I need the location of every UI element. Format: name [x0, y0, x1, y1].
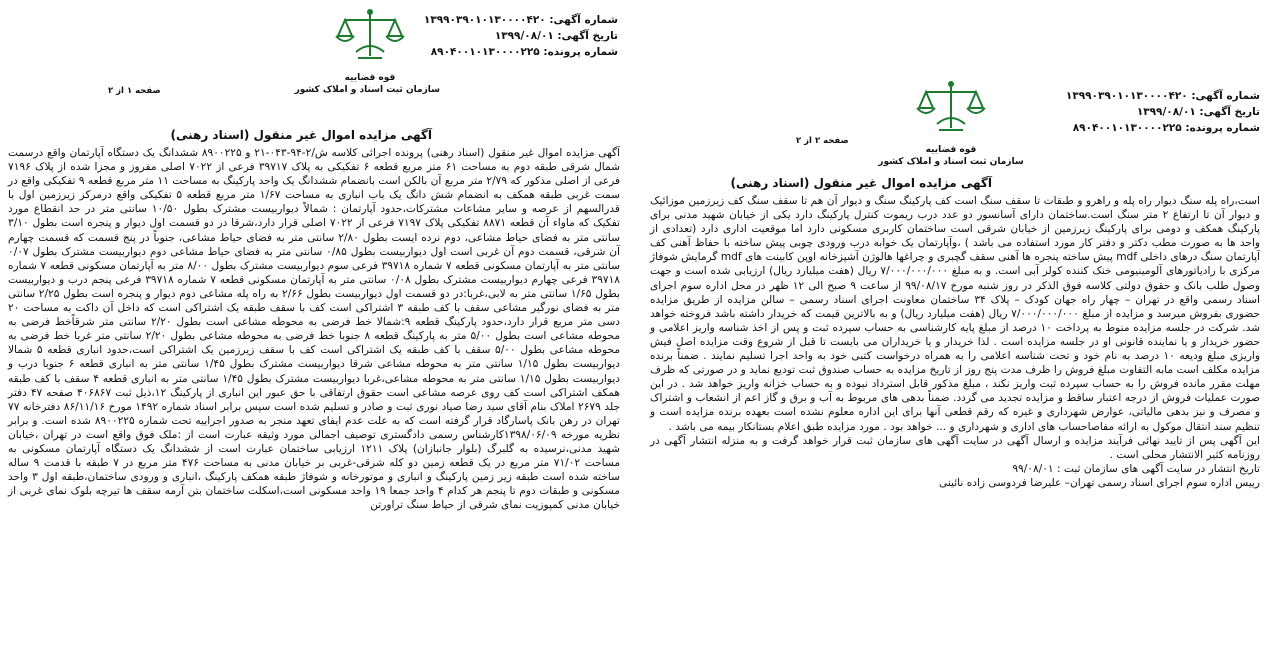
- notice-number: شماره آگهی: ۱۳۹۹۰۳۹۰۱۰۱۳۰۰۰۰۴۲۰: [423, 14, 618, 26]
- notice-meta: [1066, 88, 1260, 136]
- notice-date: تاریخ آگهی: ۱۳۹۹/۰۸/۰۱: [1136, 106, 1260, 118]
- notice-page-2: [646, 0, 1282, 658]
- emblem-org: قوه قضاییه: [344, 73, 396, 83]
- emblem-agency: سازمان ثبت اسناد و املاک کشور: [878, 157, 1024, 167]
- signature-line: رییس اداره سوم اجرای اسناد رسمی تهران– علیرضا فردوسی زاده نائینی: [938, 476, 1260, 489]
- notice-body-text: است،راه پله سنگ دیوار راه پله و راهرو و طبقات تا سقف سنگ است کف پارکینگ سنگ و دیوار آن هم تا سقف سنگ کف زیرزمین موزائیک و دیوار آن تا ارتفاع ۲ متر سنگ است.ساختمان دارای آسانسور دو عدد درب ریموت کنترل پارکینگ دارد یکی از خیابان شهید مدنی برای پارکینگ همکف و دومی برای پارکینگ زیرزمین از خیابان شرقی است ساختمان کاربری مسکونی دارد اما موقعیت اداری دارد (تعدادی از واحد ها به صورت مطب دکتر و دفتر کار مورد استفاده می باشد ) ،وآپارتمان یک خوابه درب ورودی چوبی پیش ساخته با حفاظ آهنی کف آپارتمان سنگ درهای داخلی mdf پیش ساخته پنجره ها آهنی سقف گچبری و چراغها هالوژن آشپزخانه اوپن کابینت های mdf گرمایش شوفاژ مرکزی با رادیاتورهای آلومینیومی خنک کننده کولر آبی است. و به مبلغ ۷/۰۰۰/۰۰۰/۰۰۰ ریال (هفت میلیارد ریال) ارزیابی شده است و جهت وصول طلب بانک و حقوق دولتی کلاسه فوق الذکر در روز شنبه مورخ ۹۹/۰۸/۱۷ از ساعت ۹ صبح الی ۱۲ ظهر در محل اداره سوم اجرای اسناد رسمی واقع در تهران – چهار راه جهان کودک – پلاک ۳۴ ساختمان معاونت اجرای اسناد رسمی – سالن مزایده از طریق مزایده حضوری بفروش میرسد و مزایده از مبلغ ۷/۰۰۰/۰۰۰/۰۰۰ ریال (هفت میلیارد ریال) و به بالاترین قیمت که خریدار داشته باشد فروخته خواهد شد. شرکت در جلسه مزایده منوط به پرداخت ۱۰ درصد از مبلغ پایه کارشناسی به حساب سپرده ثبت و پس از اخذ شناسه واریز اعلامی و حضور خریدار و یا نماینده قانونی او در جلسه مزایده است . لذا خریدار و یا خریداران می بایست تا قبل از شروع وقت مزایده اصل فیش واریزی مبلغ ودیعه ۱۰ درصد به نام خود و تحت شناسه اعلامی را به همراه درخواست کتبی خود به واحد اجرا تسلیم نمایند . ضمناً برنده مزایده مکلف است مابه التفاوت مبلغ فروش را ظرف مدت پنج روز از تاریخ مزایده به حساب صندوق ثبت تودیع نماید و در صورتی که ظرف مهلت مقرر مانده فروش را به حساب سپرده ثبت واریز نکند ، مبلغ مذکور قابل استرداد نبوده و به حساب خزانه واریز خواهد شد . در این صورت عملیات فروش از درجه اعتبار ساقط و مزایده تجدید می گردد. ضمناً بدهی های مربوط به آب و برق و گاز اعم از انشعاب و اشتراک و مصرف و نیز بدهی مالیاتی، عوارض شهرداری و غیره که رقم قطعی آنها برای این اداره معلوم نشده است بعهده برنده مزایده است و تنظیم سند انتقال موکول به ارائه مفاصاحساب های اداری و شهرداری و ... خواهد بود . مورد مزایده طبق اعلام بستانکار بیمه می باشد . این آگهی پس از تایید نهائی فرآیند مزایده و ارسال آگهی در سایت آگهی های سازمان ثبت قرار خواهد گرفت و به منزله انتشار آگهی در روزنامه کثیر الانتشار محلی است . تاریخ انتشار در سایت آگهی های سازمان ثبت : ۹۹/۰۸/۰۱: [650, 195, 1261, 475]
- judiciary-emblem: [294, 6, 440, 96]
- notice-title: آگهی مزایده اموال غیر منقول (اسناد رهنی): [730, 176, 992, 190]
- case-number: شماره پرونده: ۸۹۰۴۰۰۱۰۱۳۰۰۰۰۲۲۵: [430, 46, 618, 58]
- notice-number: شماره آگهی: ۱۳۹۹۰۳۹۰۱۰۱۳۰۰۰۰۴۲۰: [1065, 90, 1260, 102]
- notice-date: تاریخ آگهی: ۱۳۹۹/۰۸/۰۱: [494, 30, 618, 42]
- notice-page-1: [0, 0, 632, 658]
- emblem-agency: سازمان ثبت اسناد و املاک کشور: [294, 85, 440, 95]
- notice-body-text: آگهی مزایده اموال غیر منقول (اسناد رهنی) پرونده اجرائی کلاسه ش/۲-۹۴-۰۴۳-۲۱ و ۸۹۰۰۲۲۵ ششدانگ یک دستگاه آپارتمان واقع درسمت شمال شرقی طبقه دوم به مساحت ۶۱ متر مربع قطعه ۶ تفکیکی به پلاک ۳۹۷۱۷ فرعی از ۷۰۲۲ اصلی مفروز و مجزا شده از پلاک ۷۱۹۶ فرعی از اصلی مذکور که ۲/۷۹ متر مربع آن بالکن است بانضمام ششدانگ یک واحد پارکینگ به مساحت ۱۱ متر مربع قطعه ۹ تفکیکی واقع در سمت غربی طبقه همکف به انضمام شش دانگ یک باب انباری به مساحت ۱/۶۷ متر مربع قطعه ۵ تفکیکی واقع درمرکز زیرزمین اول با قدرالسهم از عرصه و سایر مشاعات مشترکات،حدود آپارتمان : شمالاً دیواربیست مشترک بطول ۱۰/۵۰ سانتی متر در حد انقطاع مورد تفکیک که ماواء آن قطعه ۸۸۷۱ تفکیکی پلاک ۷۱۹۷ فرعی از ۷۰۲۲ اصلی قرار دارد،شرقا در دو قسمت اول دیوار و پنجره است بطول ۳/۱۰ سانتی متر به فضای حیاط مشاعی، دوم نرده ایست بطول ۲/۸۰ سانتی متر به فضای حیاط مشاعی، جنوباً در پنج قسمت که قسمت چهارم آن شرقی، قسمت دوم آن غربی است اول دیواربیست بطول ۰/۸۵ سانتی متر به فضای حیاط مشاعی دوم دیواربیست مشترک بطول ۰/۰۷ سانتی متر به آپارتمان مسکونی قطعه ۷ شماره ۳۹۷۱۸ فرعی سوم دیواربیست مشترک بطول ۸/۰۰ متر به آپارتمان مسکونی قطعه ۷ شماره ۳۹۷۱۸ فرعی چهارم دیواربیست مشترک بطول ۰/۰۸ سانتی متر به آپارتمان مسکونی قطعه ۷ شماره ۳۹۷۱۸ فرعی پنجم درب و دیواربیست بطول ۱/۶۵ سانتی متر به لابی،غربا:در دو قسمت اول دیواربیست بطول ۲/۶۶ به راه پله مشاعی دوم دیوار و پنجره است بطول ۲/۲۵ سانتی متر به فضای نورگیر مشاعی سقف با کف طبقه ۳ اشتراکی است کف با سقف طبقه یک اشتراکی است که داخل آن داکت به مساحت ۲۰ دسی متر مربع قرار دارد،حدود پارکینگ قطعه ۹:شمالا خط فرضی به محوطه مشاعی است بطول ۲/۲۰ سانتی متر شرقاًخط فرضی به محوطه مشاعی است بطول ۵/۰۰ متر به پارکینگ قطعه ۸ جنوبا خط فرضی به محوطه مشاعی بطول ۲/۲۰ سانتی متر غربا خط فرضی به محوطه مشاعی بطول ۵/۰۰ سقف با کف طبقه یک اشتراکی است کف با سقف زیرزمین یک اشتراکی است،حدود انباری قطعه ۵ شمالا دیواربیست بطول ۱/۱۵ سانتی متر به محوطه مشاعی شرقا دیواربیست مشترک بطول ۱/۴۵ سانتی متر به انباری قطعه ۶ جنوبا درب و دیواربیست بطول ۱/۱۵ سانتی متر به محوطه مشاعی،غربا دیواربیست مشترک بطول ۱/۴۵ سانتی متر به انباری قطعه ۴ سقف با کف طبقه همکف اشتراکی است کف روی عرصه مشاعی است حقوق ارتفاقی با حق عبور این انباری از پارکینگ ۱۲،ذیل ثبت ۴۰۶۸۶۷ صفحه ۴۷ دفتر جلد ۲۶۷۹ املاک بنام آقای سید رضا صیاد نوری ثبت و صادر و تسلیم شده است سپس برابر اسناد شماره ۱۴۹۲ مورخ ۸۶/۱۱/۱۶ دفترخانه ۷۷ تهران در رهن بانک پاسارگاد قرار گرفته است که به علت عدم ایفای تعهد منجر به صدور اجراییه تحت شماره ۸۹۰۰۲۲۵ شده است. و برابر نظریه مورخه ۱۳۹۸/۰۶/۰۹کارشناس رسمی دادگستری توصیف اجمالی مورد وثیقه عبارت است از :ملک فوق واقع است در تهران ،خیابان شهید مدنی،نرسیده به گلبرگ (بلوار جانبازان) پلاک ۱۲۱۱ ارزیابی ساختمان عبارت است از ششدانگ یک دستگاه آپارتمان مسکونی به مساحت ۷۱/۰۲ متر مربع در یک قطعه زمین دو کله شرقی-غربی بر خیابان مدنی به مساحت ۴۷۶ متر مربع در ۷ طبقه با قدمت ۹ ساله ساخته شده است طبقه زیر زمین پارکینگ و انباری و موتورخانه و شوفاژ طبقه همکف پارکینگ ،انباری و ورودی ساختمان،طبقه اول ۳ واحد مسکونی و طبقات دوم تا پنجم هر کدام ۴ واحد جمعا ۱۹ واحد مسکونی است،اسکلت ساختمان بتن آرمه سقف ها تیرچه بلوک نمای غربی از خیابان مدنی کمپوزیت نمای شرقی از حیاط سنگ تراورتن: [8, 147, 621, 512]
- notice-meta: [424, 12, 618, 60]
- notice-title: آگهی مزایده اموال غیر منقول (اسناد رهنی): [170, 128, 432, 142]
- page-number: صفحه ۱ از ۲: [108, 86, 161, 96]
- notice-body: [8, 146, 620, 512]
- page-number: صفحه ۲ از ۲: [796, 136, 849, 146]
- scales-of-justice-icon: [871, 78, 1031, 140]
- judiciary-emblem: [871, 78, 1031, 168]
- notice-body: [650, 194, 1260, 490]
- case-number: شماره پرونده: ۸۹۰۴۰۰۱۰۱۳۰۰۰۰۲۲۵: [1072, 122, 1260, 134]
- emblem-org: قوه قضاییه: [925, 145, 977, 155]
- scales-of-justice-icon: [300, 6, 440, 68]
